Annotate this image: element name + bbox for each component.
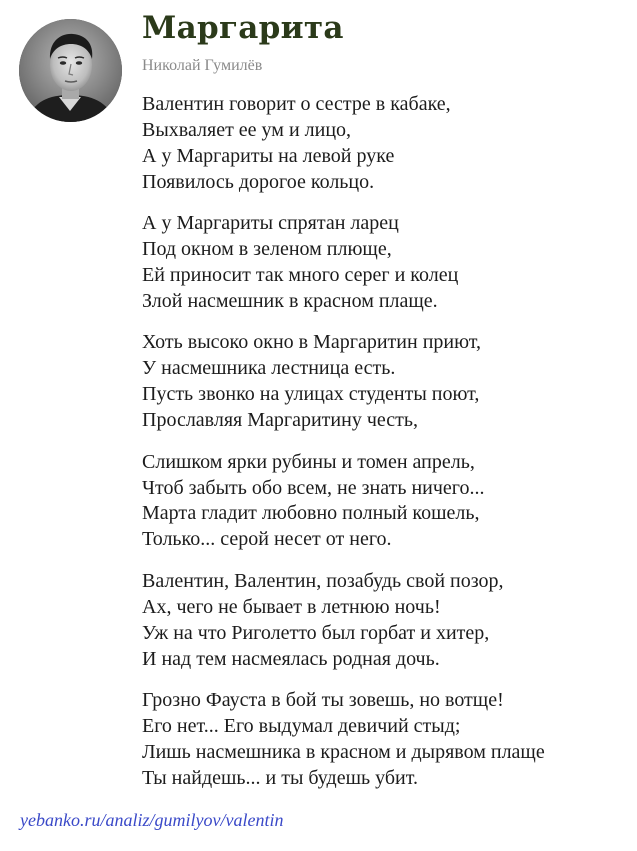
poem-line: Чтоб забыть обо всем, не знать ничего... xyxy=(142,476,485,499)
stanza xyxy=(142,92,622,196)
poem-line: Ты найдешь... и ты будешь убит. xyxy=(142,766,418,789)
poem-text xyxy=(142,92,622,807)
poem-line: Ей приносит так много серег и колец xyxy=(142,264,459,287)
poem-line: И над тем насмеялась родная дочь. xyxy=(142,647,440,670)
poem-line: А у Маргариты спрятан ларец xyxy=(142,212,399,235)
poem-line: Валентин, Валентин, позабудь свой позор, xyxy=(142,569,504,592)
poem-line: Его нет... Его выдумал девичий стыд; xyxy=(142,715,461,737)
poem-line: Прославляя Маргаритину честь, xyxy=(142,409,418,432)
poem-line: Валентин говорит о сестре в кабаке, xyxy=(142,93,451,115)
stanza xyxy=(142,211,622,315)
source-link[interactable]: yebanko.ru/analiz/gumilyov/valentin xyxy=(20,810,284,830)
stanza xyxy=(142,569,622,673)
stanza xyxy=(142,450,622,554)
poem-line: Пусть звонко на улицах студенты поют, xyxy=(142,383,480,406)
poem-line: Грозно Фауста в бой ты зовешь, но вотще! xyxy=(142,689,504,712)
author-portrait xyxy=(19,19,122,122)
poem-line: Только... серой несет от него. xyxy=(142,528,392,551)
stanza xyxy=(142,330,622,434)
poem-title: Маргарита xyxy=(142,10,344,46)
poem-line: А у Маргариты на левой руке xyxy=(142,144,395,167)
poem-line: Выхваляет ее ум и лицо, xyxy=(142,118,352,141)
poem-author: Николай Гумилёв xyxy=(142,57,263,74)
poem-line: Злой насмешник в красном плаще. xyxy=(142,289,438,312)
poem-line: Появилось дорогое кольцо. xyxy=(142,170,375,193)
poem-line: Ах, чего не бывает в летнюю ночь! xyxy=(142,595,441,618)
poem-line: Марта гладит любовно полный кошель, xyxy=(142,502,480,525)
poem-line: Под окном в зеленом плюще, xyxy=(142,238,392,261)
poem-line: У насмешника лестница есть. xyxy=(142,357,396,380)
portrait-image xyxy=(19,19,122,122)
poem-line: Хоть высоко окно в Маргаритин приют, xyxy=(142,331,482,354)
stanza xyxy=(142,688,622,792)
poem-line: Слишком ярки рубины и томен апрель, xyxy=(142,450,475,473)
poem-line: Уж на что Риголетто был горбат и хитер, xyxy=(142,621,490,644)
poem-line: Лишь насмешника в красном и дырявом плаще xyxy=(142,740,545,763)
